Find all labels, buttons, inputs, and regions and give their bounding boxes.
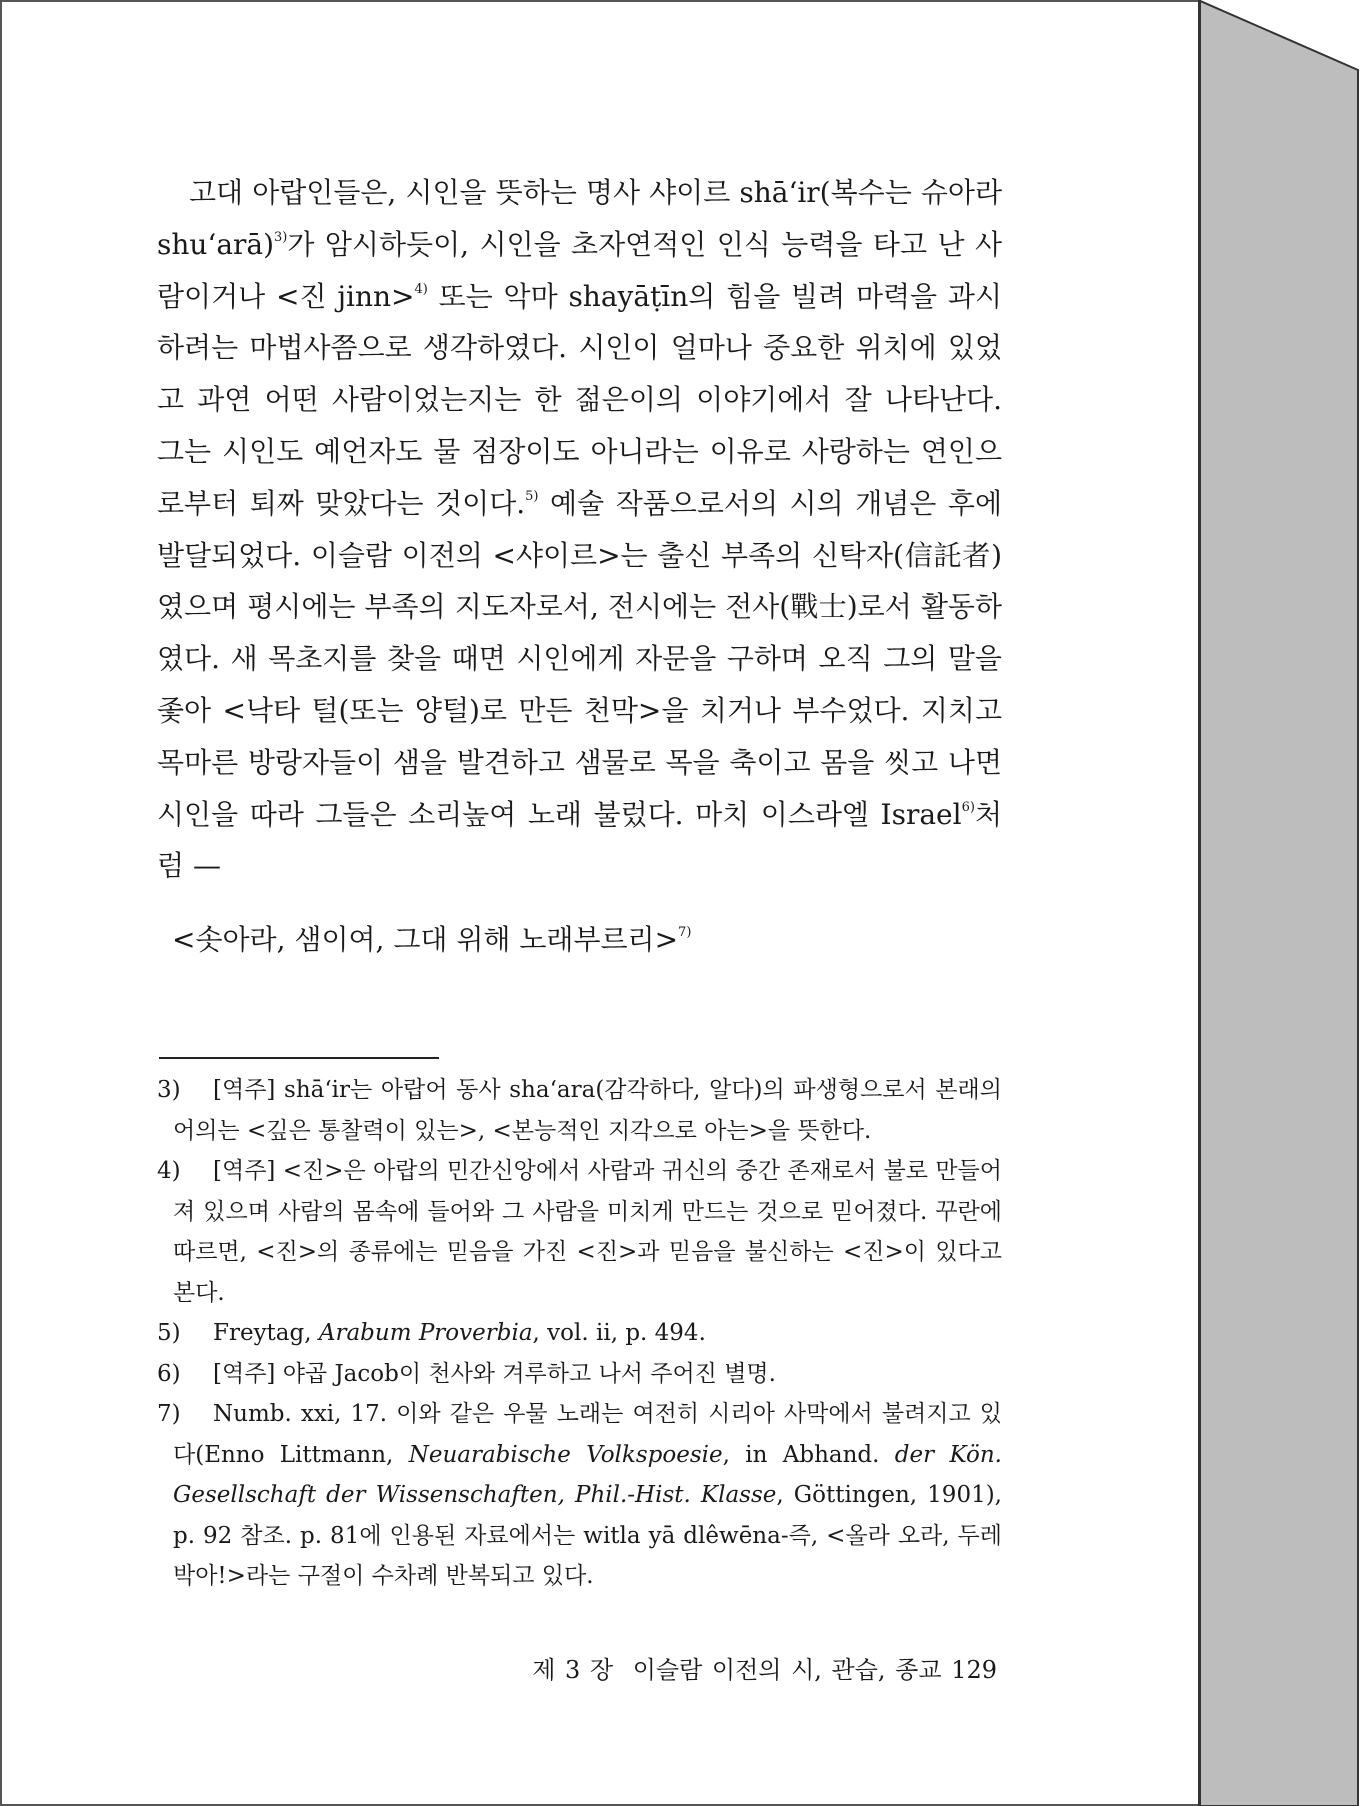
footnote-4 bbox=[157, 1151, 1002, 1313]
footnote-5 bbox=[157, 1313, 1002, 1354]
footnote-text: [역주] 야곱 Jacob이 천사와 겨루하고 나서 주어진 별명. bbox=[213, 1360, 776, 1387]
footnote-number: 4) bbox=[157, 1158, 181, 1184]
footnote-text-part: Numb. xxi, 17. 이와 같은 우물 노래는 여전히 시리아 사막에서 불려지고 있다(Enno Littmann, bbox=[173, 1401, 1002, 1468]
footnote-7 bbox=[157, 1394, 1002, 1597]
footnote-ref-7[interactable]: 7) bbox=[678, 925, 692, 940]
paragraph-text: 처럼 — bbox=[157, 797, 1002, 883]
citation-title: der Kön. Gesellschaft der Wissenschaften, Phil.-Hist. Klasse bbox=[173, 1441, 1002, 1508]
book-edge-shape bbox=[1198, 0, 1367, 1806]
paragraph-text: 가 암시하듯이, 시인을 초자연적인 인식 능력을 타고 난 사람이거나 <진 jinn> bbox=[157, 227, 1002, 313]
footnote-ref-5[interactable]: 5) bbox=[525, 488, 539, 504]
footnote-number: 3) bbox=[157, 1077, 181, 1103]
paragraph-text: 고대 아랍인들은, 시인을 뜻하는 명사 샤이르 shā‘ir(복수는 슈아라 shu‘arā) bbox=[157, 176, 1002, 261]
footnote-text: [역주] shā‘ir는 아랍어 동사 sha‘ara(감각하다, 알다)의 파생형으로서 본래의 어의는 <깊은 통찰력이 있는>, <본능적인 지각으로 아는>을 뜻한다. bbox=[173, 1077, 1002, 1144]
citation-title: Arabum Proverbia bbox=[318, 1320, 533, 1346]
footnote-number: 6) bbox=[157, 1360, 181, 1387]
citation-author: Freytag, bbox=[213, 1320, 319, 1346]
footnote-text-part: , Göttingen, 1901), p. 92 참조. p. 81에 인용된 자료에서는 witla yā dlêwēna-즉, <올라 오라, 두레박아!>라는 구절이 수차례 반복되고 있다. bbox=[173, 1482, 1002, 1589]
footnote-ref-3[interactable]: 3) bbox=[274, 229, 288, 245]
footnote-text bbox=[173, 1313, 1002, 1354]
book-edge bbox=[1198, 0, 1367, 1806]
chapter-title: 이슬람 이전의 시, 관습, 종교 bbox=[632, 1656, 942, 1684]
page-number: 129 bbox=[951, 1656, 997, 1684]
block-quote bbox=[172, 920, 972, 960]
footnote-number: 5) bbox=[157, 1320, 181, 1346]
footnote-text: [역주] <진>은 아랍의 민간신앙에서 사람과 귀신의 중간 존재로서 불로 만들어져 있으며 사람의 몸속에 들어와 그 사람을 미치게 만드는 것으로 믿어졌다. 꾸란에 따르면, <진>의 종류에는 믿음을 가진 <진>과 믿음을 불신하는 <진>이 있다고 본다. bbox=[173, 1158, 1002, 1306]
paragraph-text: 예술 작품으로서의 시의 개념은 후에 발달되었다. 이슬람 이전의 <샤이르>는 출신 부족의 신탁자(信託者)였으며 평시에는 부족의 지도자로서, 전시에는 전사(戰士)로서 활동하였다. 새 목초지를 찾을 때면 시인에게 자문을 구하며 오직 그의 말을 좇아 <낙타 털(또는 양털)로 만든 천막>을 치거나 부수었다. 지치고 목마른 방랑자들이 샘을 발견하고 샘물로 목을 축이고 몸을 씻고 나면 시인을 따라 그들은 소리높여 노래 불렀다. 마치 이스라엘 Israel bbox=[157, 486, 1002, 831]
main-paragraph bbox=[157, 167, 1002, 892]
footnote-text-part: , in Abhand. bbox=[722, 1441, 895, 1468]
footnote-divider bbox=[159, 1057, 439, 1059]
footnote-6 bbox=[157, 1354, 1002, 1395]
footnote-text bbox=[173, 1394, 1002, 1597]
footnotes-list bbox=[157, 1070, 1002, 1597]
footnote-number: 7) bbox=[157, 1401, 181, 1427]
citation-title: Neuarabische Volkspoesie bbox=[408, 1441, 723, 1468]
quote-text: <솟아라, 샘이여, 그대 위해 노래부르리> bbox=[172, 923, 679, 956]
chapter-label: 제 3 장 bbox=[532, 1656, 614, 1684]
footnote-3 bbox=[157, 1070, 1002, 1151]
running-footer bbox=[482, 1652, 997, 1688]
citation-detail: , vol. ii, p. 494. bbox=[532, 1320, 706, 1346]
footnote-ref-4[interactable]: 4) bbox=[414, 281, 428, 297]
paragraph-text: 또는 악마 shayāṭīn의 힘을 빌려 마력을 과시하려는 마법사쯤으로 생각하였다. 시인이 얼마나 중요한 위치에 있었고 과연 어떤 사람이었는지는 한 젊은이의 이야기에서 잘 나타난다. 그는 시인도 예언자도 물 점장이도 아니라는 이유로 사랑하는 연인으로부터 퇴짜 맞았다는 것이다. bbox=[157, 279, 1002, 520]
footnote-ref-6[interactable]: 6) bbox=[961, 799, 975, 815]
